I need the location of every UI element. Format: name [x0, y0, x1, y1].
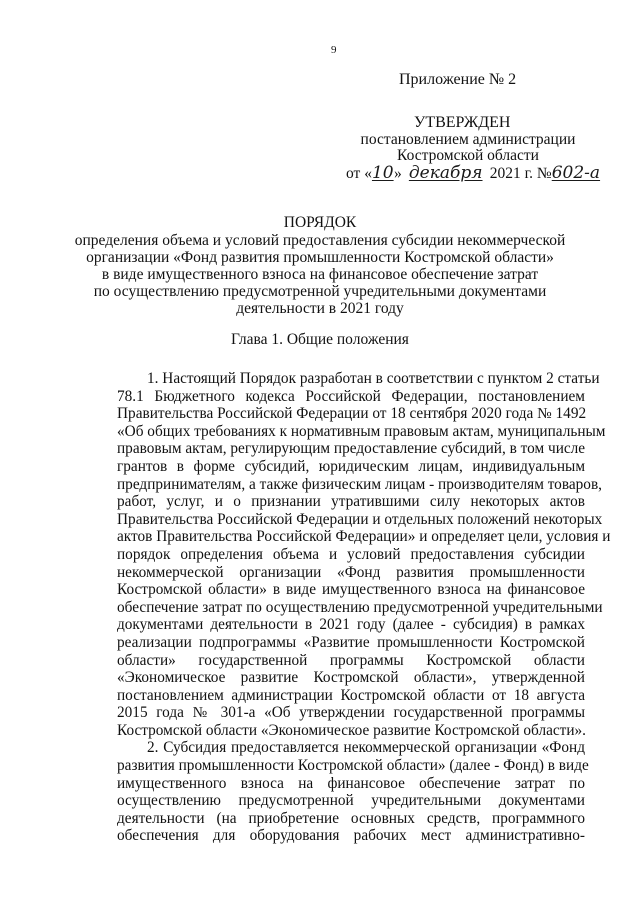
subtitle-line: организации «Фонд развития промышленности Костромской области»: [86, 249, 554, 266]
subtitle-line: определения объема и условий предоставления субсидии некоммерческой: [74, 232, 566, 249]
approval-heading: УТВЕРЖДЕН: [414, 114, 511, 131]
paragraph-line: некоммерческой организации «Фонд развития промышленности: [117, 563, 585, 581]
page-number: 9: [331, 44, 337, 56]
paragraph-line: Правительства Российской Федерации от 18 сентября 2020 года № 1492: [117, 405, 587, 423]
chapter-heading: Глава 1. Общие положения: [231, 331, 409, 348]
subtitle-line: по осуществлению предусмотренной учредительными документами: [93, 283, 547, 300]
approval-date-line: [346, 163, 606, 183]
paragraph-line: «Об общих требованиях к нормативным правовым актам, муниципальным: [117, 422, 606, 440]
approval-region-line: Костромской области: [397, 147, 539, 164]
paragraph-line: постановлением администрации Костромской области от 18 августа: [117, 686, 585, 704]
paragraph-line: деятельности (на приобретение основных средств, программного: [117, 809, 585, 827]
paragraph-line: Костромской области «Экономическое развитие Костромской области».: [117, 721, 586, 739]
paragraph-line: области» государственной программы Костромской области: [117, 651, 585, 669]
paragraph-line: правовым актам, регулирующим предоставление субсидий, в том числе: [117, 440, 586, 458]
date-prefix: от «: [346, 165, 372, 182]
paragraph-line: порядок определения объема и условий предоставления субсидии: [117, 545, 585, 563]
paragraph-line: «Экономическое развитие Костромской области», утвержденной: [117, 669, 585, 687]
annex-label: Приложение № 2: [399, 71, 517, 88]
approval-authority-line: постановлением администрации: [360, 131, 576, 148]
paragraph-line: 78.1 Бюджетного кодекса Российской Федерации, постановлением: [117, 387, 585, 405]
paragraph-line: актов Правительства Российской Федерации» и определяет цели, условия и: [117, 528, 611, 546]
paragraph-line: осуществлению предусмотренной учредительными документами: [117, 792, 585, 810]
paragraph-line: Костромской области» в виде имущественного взноса на финансовое: [117, 581, 585, 599]
paragraph-line: предпринимателям, а также физическим лицам - производителям товаров,: [117, 475, 602, 493]
subtitle-line: деятельности в 2021 году: [236, 300, 404, 317]
paragraph-line: реализации подпрограммы «Развитие промышленности Костромской: [117, 633, 585, 651]
handwritten-day: 10: [371, 163, 394, 183]
paragraph-line: работ, услуг, и о признании утратившими силу некоторых актов: [117, 493, 585, 511]
date-quote-close: »: [393, 165, 402, 182]
paragraph-line: имущественного взноса на финансовое обеспечение затрат по: [117, 774, 585, 792]
paragraph-line: документами деятельности в 2021 году (далее - субсидия) в рамках: [117, 616, 585, 634]
paragraph-line: Правительства Российской Федерации и отдельных положений некоторых: [117, 510, 603, 528]
document-title: ПОРЯДОК: [283, 214, 357, 231]
paragraph-line: 2. Субсидия предоставляется некоммерческой организации «Фонд: [147, 739, 585, 757]
paragraph-line: обеспечения для оборудования рабочих мест административно-: [117, 827, 585, 845]
subtitle-line: в виде имущественного взноса на финансовое обеспечение затрат: [101, 266, 539, 283]
paragraph-line: развития промышленности Костромской области» (далее - Фонд) в виде: [117, 757, 589, 775]
paragraph-line: 2015 года № 301-а «Об утверждении государственной программы: [117, 704, 585, 722]
paragraph-line: 1. Настоящий Порядок разработан в соответствии с пунктом 2 статьи: [147, 370, 600, 387]
handwritten-number: 602-а: [551, 163, 601, 183]
paragraph-line: грантов в форме субсидий, юридическим лицам, индивидуальным: [117, 457, 585, 475]
year-suffix: 2021 г. №: [489, 165, 552, 182]
body-text: [117, 370, 611, 845]
handwritten-month: декабря: [408, 163, 483, 183]
paragraph-line: обеспечение затрат по осуществлению предусмотренной учредительными: [117, 598, 603, 616]
